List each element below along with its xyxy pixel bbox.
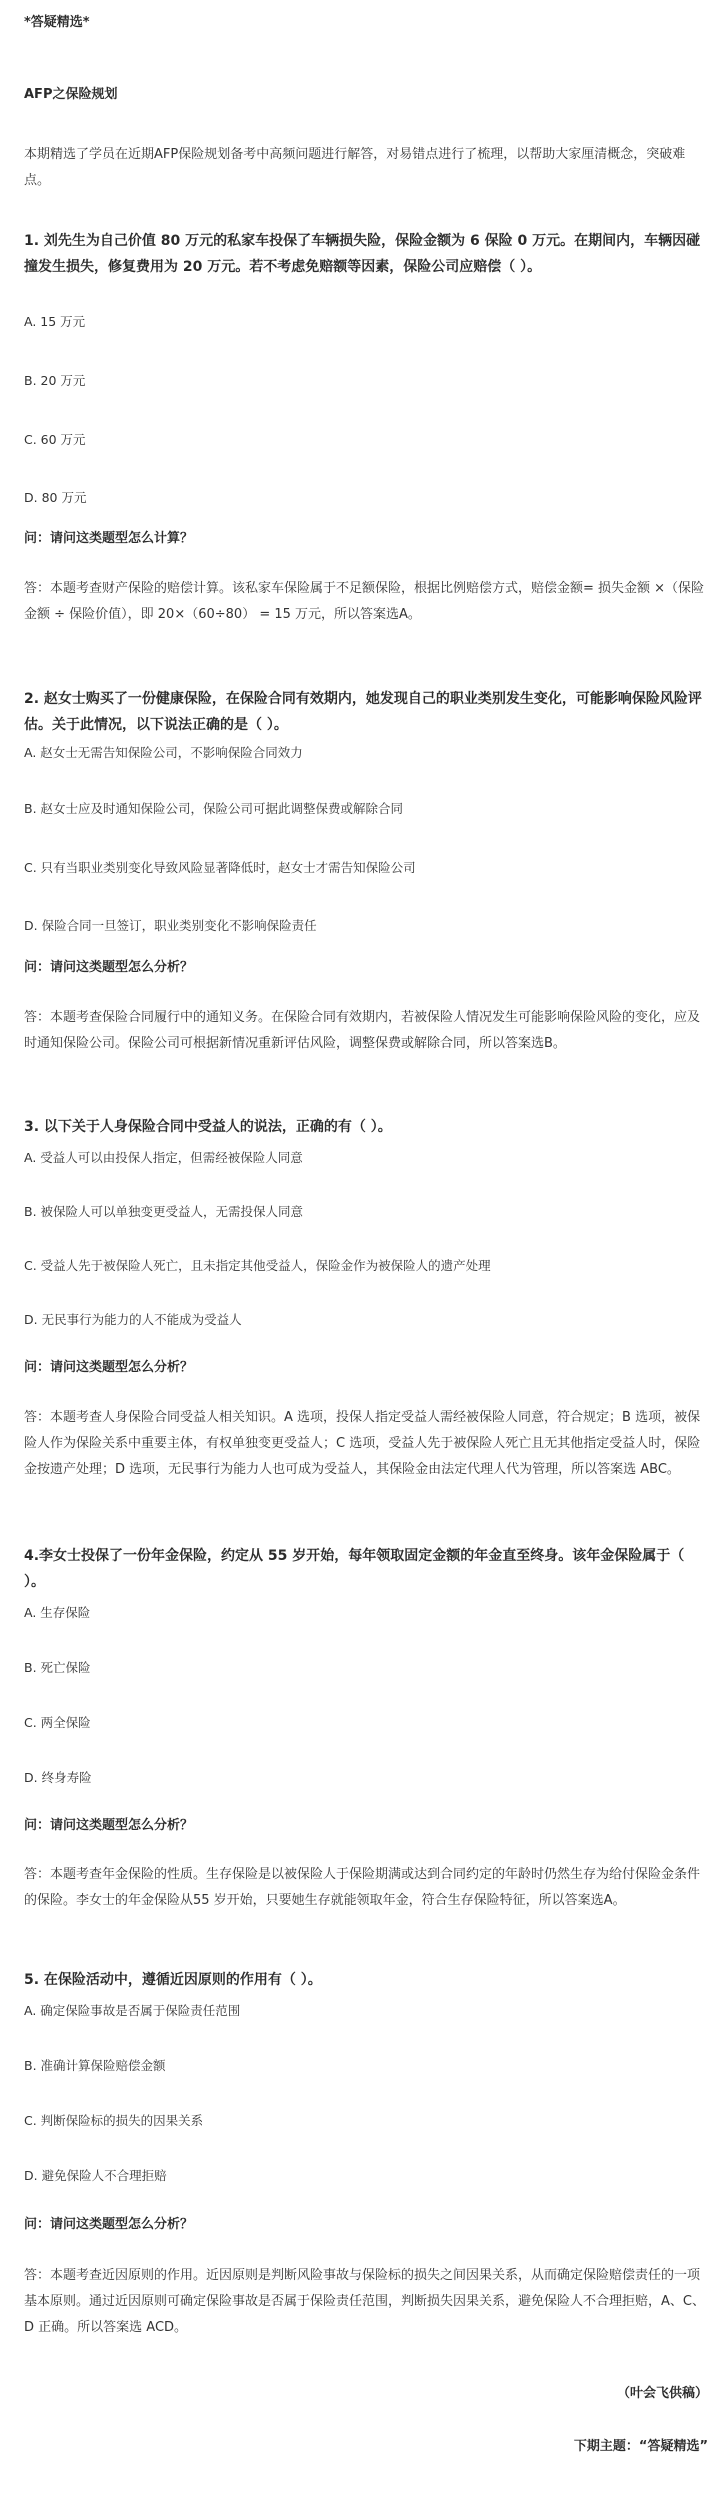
question-1-text: 1. 刘先生为自己价值 80 万元的私家车投保了车辆损失险，保险金额为 6 保险 0 万元。在期间内，车辆因碰撞发生损失，修复费用为 20 万元。若不考虑免赔额等因素，保险公司应赔偿（ ）。 bbox=[24, 233, 701, 275]
question-4-answer: 答：本题考查年金保险的性质。生存保险是以被保险人于保险期满或达到合同约定的年龄时仍然生存为给付保险金条件的保险。李女士的年金保险从55 岁开始，只要她生存就能领取年金，符合生存保险特征，所以答案选A。 bbox=[24, 1867, 701, 1908]
question-2-answer: 答：本题考查保险合同履行中的通知义务。在保险合同有效期内，若被保险人情况发生可能影响保险风险的变化，应及时通知保险公司。保险公司可根据新情况重新评估风险，调整保费或解除合同，所以答案选B。 bbox=[24, 1010, 701, 1051]
question-2-option-b: B. 赵女士应及时通知保险公司，保险公司可据此调整保费或解除合同 bbox=[24, 801, 404, 816]
column-tag: *答疑精选* bbox=[24, 15, 90, 30]
question-5-ask: 问：请问这类题型怎么分析？ bbox=[24, 2217, 194, 2232]
intro-paragraph: 本期精选了学员在近期AFP保险规划备考中高频问题进行解答，对易错点进行了梳理，以帮助大家厘清概念，突破难点。 bbox=[24, 147, 686, 188]
question-3-ask: 问：请问这类题型怎么分析？ bbox=[24, 1360, 194, 1375]
question-3-option-d: D. 无民事行为能力的人不能成为受益人 bbox=[24, 1312, 242, 1327]
author-credit: （叶会飞供稿） bbox=[616, 2386, 708, 2401]
article-title: AFP之保险规划 bbox=[24, 87, 118, 102]
question-4-option-c: C. 两全保险 bbox=[24, 1715, 91, 1730]
question-3-option-a: A. 受益人可以由投保人指定，但需经被保险人同意 bbox=[24, 1150, 303, 1165]
question-4-ask: 问：请问这类题型怎么分析？ bbox=[24, 1818, 194, 1833]
question-4-option-d: D. 终身寿险 bbox=[24, 1770, 92, 1785]
question-4-option-a: A. 生存保险 bbox=[24, 1605, 91, 1620]
question-4-option-b: B. 死亡保险 bbox=[24, 1660, 91, 1675]
question-4-text: 4.李女士投保了一份年金保险，约定从 55 岁开始，每年领取固定金额的年金直至终身。该年金保险属于（ ）。 bbox=[24, 1548, 685, 1590]
question-1-ask: 问：请问这类题型怎么计算？ bbox=[24, 531, 194, 546]
question-1-answer: 答：本题考查财产保险的赔偿计算。该私家车保险属于不足额保险，根据比例赔偿方式，赔偿金额= 损失金额 ×（保险金额 ÷ 保险价值），即 20×（60÷80） = 15 万元，所以答案选A。 bbox=[24, 581, 705, 622]
question-5-option-a: A. 确定保险事故是否属于保险责任范围 bbox=[24, 2003, 241, 2018]
question-5-text: 5. 在保险活动中，遵循近因原则的作用有（ ）。 bbox=[24, 1972, 322, 1988]
question-3-text: 3. 以下关于人身保险合同中受益人的说法，正确的有（ ）。 bbox=[24, 1119, 392, 1135]
question-2-option-a: A. 赵女士无需告知保险公司，不影响保险合同效力 bbox=[24, 745, 303, 760]
question-3-answer: 答：本题考查人身保险合同受益人相关知识。A 选项，投保人指定受益人需经被保险人同意，符合规定；B 选项，被保险人作为保险关系中重要主体，有权单独变更受益人；C 选项，受益人先于被保险人死亡且无其他指定受益人时，保险金按遗产处理；D 选项，无民事行为能力人也可成为受益人，其保险金由法定代理人代为管理，所以答案选 ABC。 bbox=[24, 1410, 701, 1477]
question-2-option-d: D. 保险合同一旦签订，职业类别变化不影响保险责任 bbox=[24, 918, 317, 933]
question-5-option-c: C. 判断保险标的损失的因果关系 bbox=[24, 2113, 204, 2128]
question-5-option-b: B. 准确计算保险赔偿金额 bbox=[24, 2058, 166, 2073]
question-2-text: 2. 赵女士购买了一份健康保险，在保险合同有效期内，她发现自己的职业类别发生变化，可能影响保险风险评估。关于此情况，以下说法正确的是（ ）。 bbox=[24, 691, 702, 733]
question-1-option-d: D. 80 万元 bbox=[24, 490, 87, 505]
question-3-option-b: B. 被保险人可以单独变更受益人，无需投保人同意 bbox=[24, 1204, 304, 1219]
question-1-option-a: A. 15 万元 bbox=[24, 314, 86, 329]
question-5-option-d: D. 避免保险人不合理拒赔 bbox=[24, 2168, 167, 2183]
question-2-ask: 问：请问这类题型怎么分析？ bbox=[24, 960, 194, 975]
next-topic: 下期主题：“答疑精选” bbox=[573, 2439, 708, 2454]
question-3-option-c: C. 受益人先于被保险人死亡，且未指定其他受益人，保险金作为被保险人的遗产处理 bbox=[24, 1258, 491, 1273]
question-5-answer: 答：本题考查近因原则的作用。近因原则是判断风险事故与保险标的损失之间因果关系，从而确定保险赔偿责任的一项基本原则。通过近因原则可确定保险事故是否属于保险责任范围，判断损失因果关系，避免保险人不合理拒赔，A、C、D 正确。所以答案选 ACD。 bbox=[24, 2268, 705, 2335]
question-1-option-b: B. 20 万元 bbox=[24, 373, 86, 388]
question-1-option-c: C. 60 万元 bbox=[24, 432, 86, 447]
question-2-option-c: C. 只有当职业类别变化导致风险显著降低时，赵女士才需告知保险公司 bbox=[24, 860, 416, 875]
